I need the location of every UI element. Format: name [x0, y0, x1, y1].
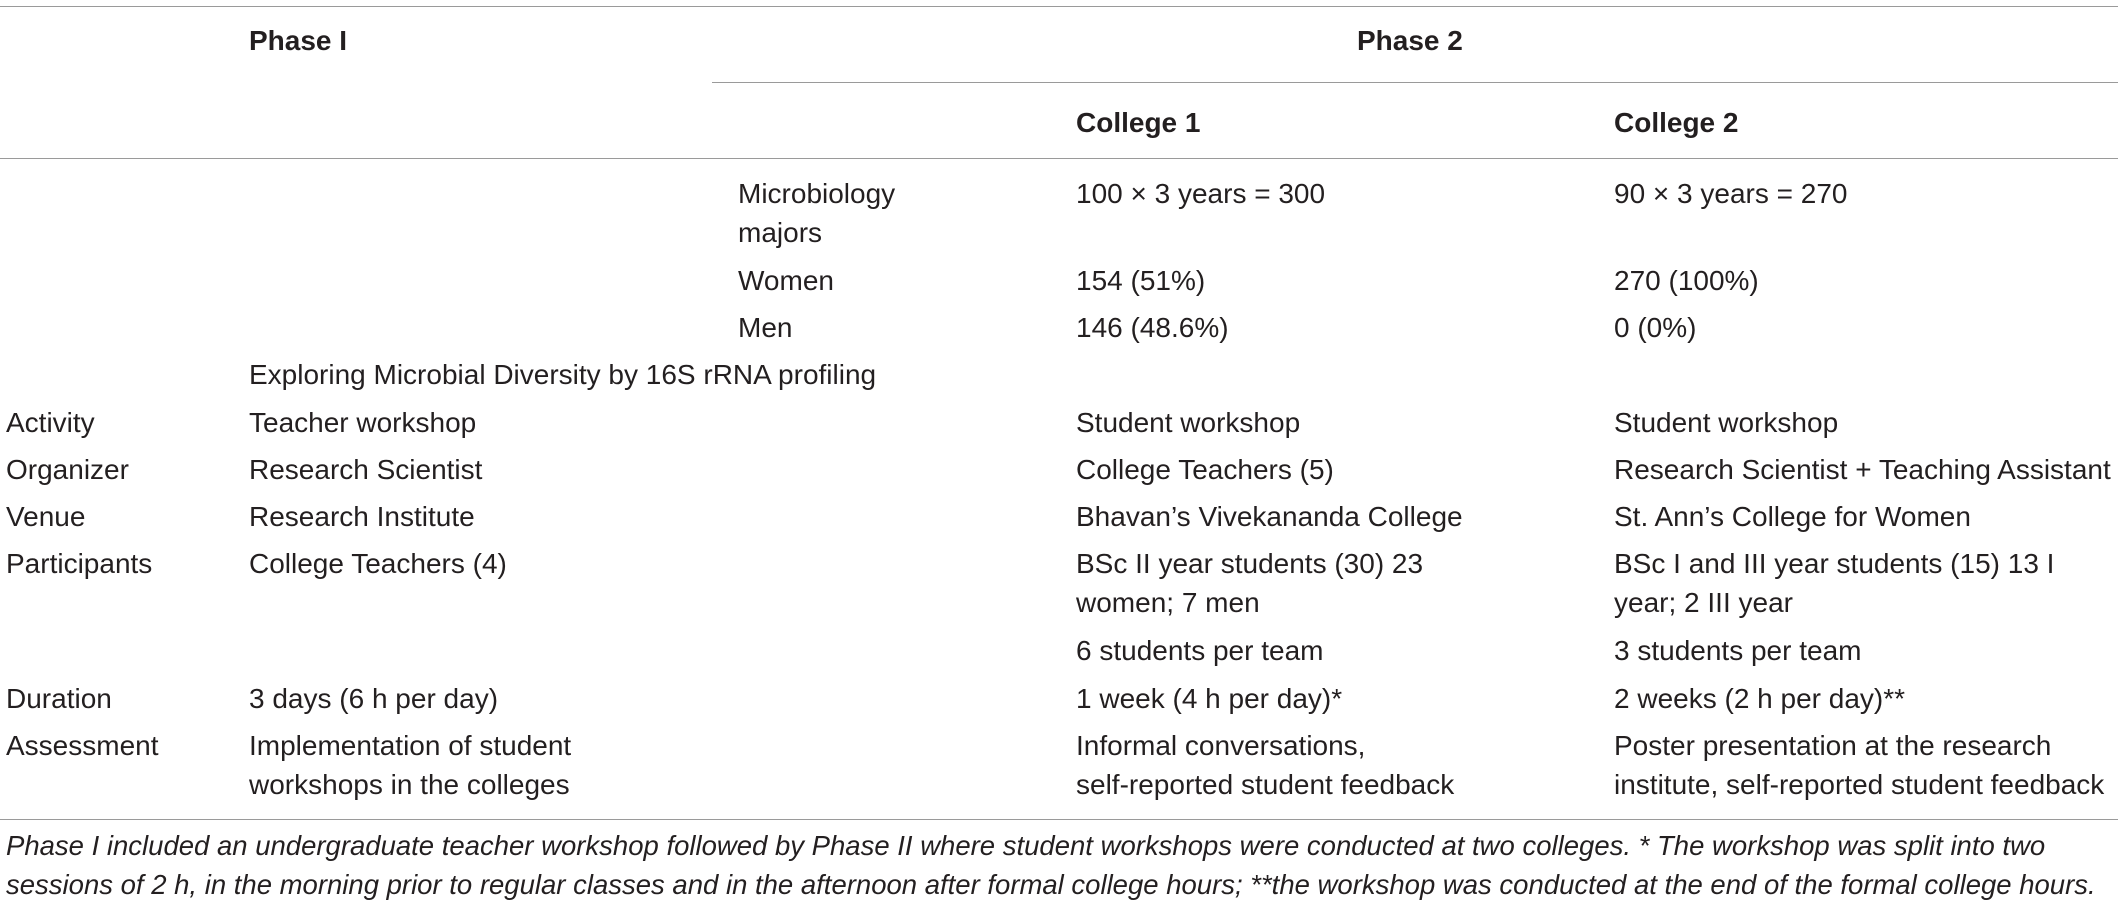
- assessment-phase1-2: workshops in the colleges: [249, 769, 570, 800]
- top-rule: [0, 6, 2118, 7]
- participants-college1: BSc II year students (30) 23: [1076, 548, 1424, 579]
- team-college2: 3 students per team: [1614, 635, 1862, 666]
- assessment-college1: Informal conversations,: [1076, 730, 1366, 761]
- header-phase1: Phase I: [249, 25, 348, 56]
- activity-college2: Student workshop: [1614, 407, 1839, 438]
- organizer-label: Organizer: [6, 454, 129, 485]
- participants-college1-2: women; 7 men: [1076, 587, 1260, 618]
- organizer-college2: Research Scientist + Teaching Assistant: [1614, 454, 2111, 485]
- table-footnote: Phase I included an undergraduate teacher workshop followed by Phase II where student workshops were conducted at two colleges. * The workshop was split into two sessions of 2 h, in the morning prior to regular classes and in the afternoon after formal college hours; **the workshop was conducted at the end of the formal college hours.: [6, 830, 2096, 900]
- organizer-phase1: Research Scientist: [249, 454, 483, 485]
- section-title: Exploring Microbial Diversity by 16S rRNA profiling: [249, 359, 877, 390]
- header-college1: College 1: [1076, 107, 1201, 138]
- team-college1: 6 students per team: [1076, 635, 1324, 666]
- venue-label: Venue: [6, 501, 86, 532]
- participants-phase1: College Teachers (4): [249, 548, 507, 579]
- women-label: Women: [738, 265, 834, 296]
- duration-college1: 1 week (4 h per day)*: [1076, 683, 1343, 714]
- header-rule: [0, 158, 2118, 159]
- activity-label: Activity: [6, 407, 95, 438]
- venue-college2: St. Ann’s College for Women: [1614, 501, 1971, 532]
- duration-phase1: 3 days (6 h per day): [249, 683, 499, 714]
- phase2-rule: [712, 82, 2118, 83]
- assessment-label: Assessment: [6, 730, 159, 761]
- participants-label: Participants: [6, 548, 153, 579]
- participants-college2: BSc I and III year students (15) 13 I: [1614, 548, 2055, 579]
- majors-college1: 100 × 3 years = 300: [1076, 178, 1326, 209]
- men-college2: 0 (0%): [1614, 312, 1697, 343]
- activity-phase1: Teacher workshop: [249, 407, 477, 438]
- venue-phase1: Research Institute: [249, 501, 475, 532]
- duration-label: Duration: [6, 683, 112, 714]
- women-college1: 154 (51%): [1076, 265, 1206, 296]
- assessment-phase1: Implementation of student: [249, 730, 572, 761]
- men-label: Men: [738, 312, 793, 343]
- header-phase2: Phase 2: [1357, 25, 1463, 56]
- women-college2: 270 (100%): [1614, 265, 1759, 296]
- assessment-college2: Poster presentation at the research: [1614, 730, 2052, 761]
- majors-college2: 90 × 3 years = 270: [1614, 178, 1848, 209]
- organizer-college1: College Teachers (5): [1076, 454, 1334, 485]
- men-college1: 146 (48.6%): [1076, 312, 1229, 343]
- majors-label: Microbiology: [738, 178, 896, 209]
- assessment-college1-2: self-reported student feedback: [1076, 769, 1455, 800]
- participants-college2-2: year; 2 III year: [1614, 587, 1793, 618]
- header-college2: College 2: [1614, 107, 1739, 138]
- assessment-college2-2: institute, self-reported student feedback: [1614, 769, 2105, 800]
- bottom-rule: [0, 819, 2118, 820]
- venue-college1: Bhavan’s Vivekananda College: [1076, 501, 1463, 532]
- activity-college1: Student workshop: [1076, 407, 1301, 438]
- duration-college2: 2 weeks (2 h per day)**: [1614, 683, 1906, 714]
- majors-label-2: majors: [738, 217, 823, 248]
